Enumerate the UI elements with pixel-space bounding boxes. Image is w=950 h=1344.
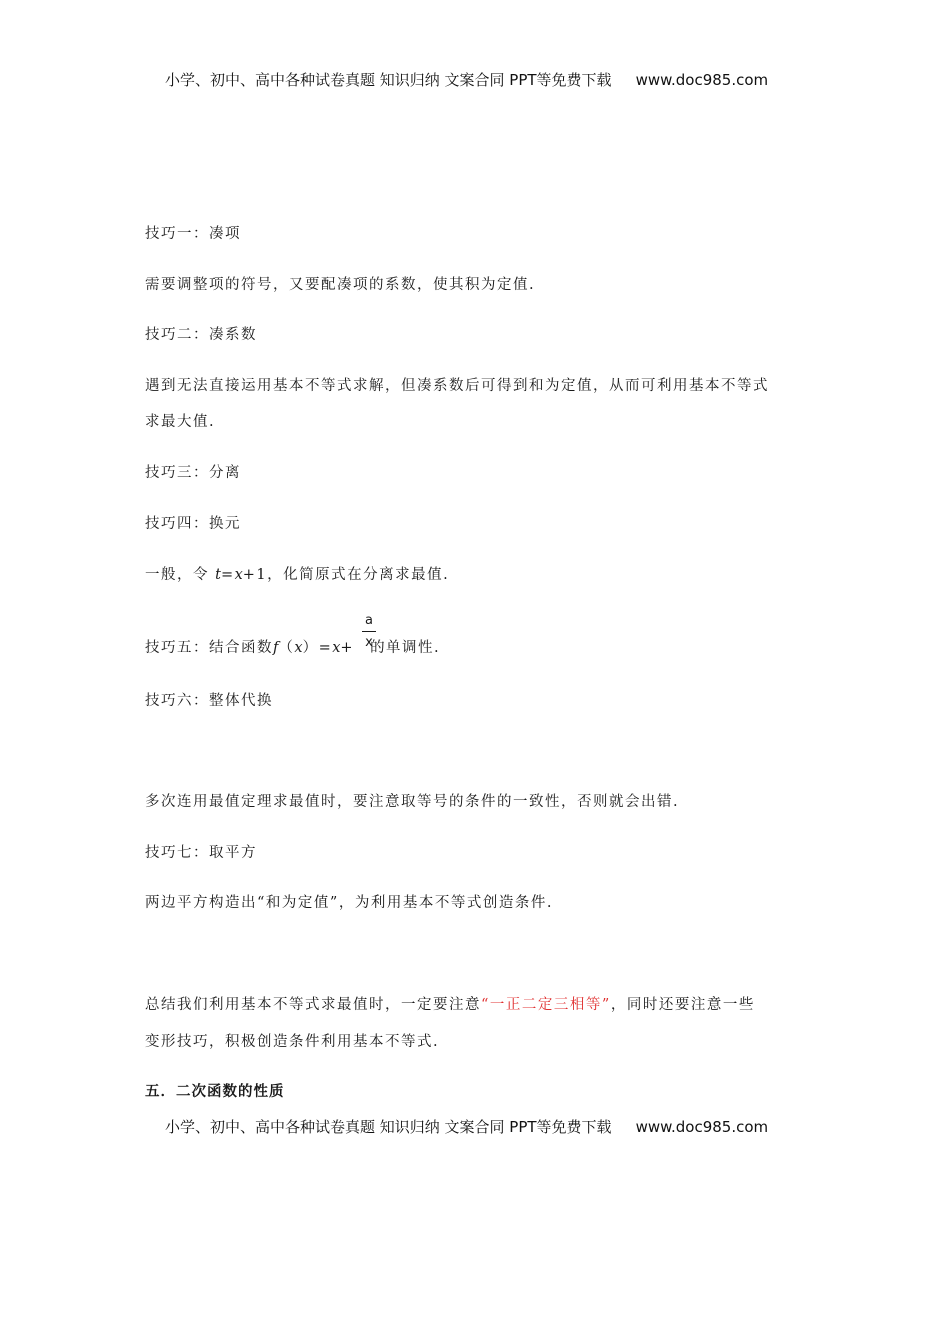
fraction-bar: [362, 631, 376, 632]
eq-sign-2: =: [318, 640, 333, 656]
paren-open: （: [278, 640, 295, 656]
summary-line1: [145, 993, 755, 1014]
tip1-title: 技巧一：凑项: [145, 226, 241, 242]
var-t: t: [215, 567, 221, 583]
summary-part2: ，同时还要注意一些: [610, 997, 755, 1013]
section-heading: 五．二次函数的性质: [145, 1084, 285, 1100]
tip4-title: 技巧四：换元: [145, 516, 241, 532]
eq-sign: =: [220, 567, 235, 583]
tip5-line: [145, 636, 440, 657]
paren-close: ）: [302, 640, 319, 656]
header-site-link[interactable]: www.doc985.com: [635, 71, 769, 89]
tip2-desc-line2: 求最大值.: [145, 414, 216, 430]
tip4-desc-a: 一般，令: [145, 567, 209, 583]
page-header: [165, 69, 768, 90]
tip6-title: 技巧六：整体代换: [145, 693, 273, 709]
footer-text: 小学、初中、高中各种试卷真题 知识归纳 文案合同 PPT等免费下载: [165, 1118, 612, 1136]
plus-sign: +: [340, 640, 355, 656]
header-text: 小学、初中、高中各种试卷真题 知识归纳 文案合同 PPT等免费下载: [165, 71, 612, 89]
tip5-suffix: 的单调性.: [370, 640, 441, 656]
tip7-title: 技巧七：取平方: [145, 845, 257, 861]
var-x2: x: [332, 640, 341, 656]
fraction-numerator: a: [365, 613, 373, 628]
tip2-title: 技巧二：凑系数: [145, 327, 257, 343]
summary-part1: 总结我们利用基本不等式求最值时，一定要注意: [145, 997, 481, 1013]
tip6-desc: 多次连用最值定理求最值时，要注意取等号的条件的一致性，否则就会出错.: [145, 794, 680, 810]
tip3-title: 技巧三：分离: [145, 465, 241, 481]
tip2-desc-line1: 遇到无法直接运用基本不等式求解，但凑系数后可得到和为定值，从而可利用基本不等式: [145, 378, 769, 394]
tip4-desc-rest: +1，化简原式在分离求最值.: [242, 567, 450, 583]
tip7-desc: 两边平方构造出“和为定值”，为利用基本不等式创造条件.: [145, 895, 553, 911]
fraction-a-over-x: [362, 613, 376, 651]
var-x: x: [234, 567, 243, 583]
tip5-prefix: 技巧五：结合函数: [145, 640, 273, 656]
func-arg-x: x: [294, 640, 303, 656]
footer-site-link[interactable]: www.doc985.com: [635, 1118, 769, 1136]
func-f: f: [273, 640, 279, 656]
tip4-desc: [145, 563, 449, 584]
page-footer: [165, 1116, 768, 1137]
fraction-denominator: x: [365, 635, 373, 650]
summary-line2: 变形技巧，积极创造条件利用基本不等式.: [145, 1034, 440, 1050]
tip1-desc: 需要调整项的符号，又要配凑项的系数，使其积为定值.: [145, 277, 536, 293]
summary-highlight: “一正二定三相等”: [481, 997, 611, 1013]
